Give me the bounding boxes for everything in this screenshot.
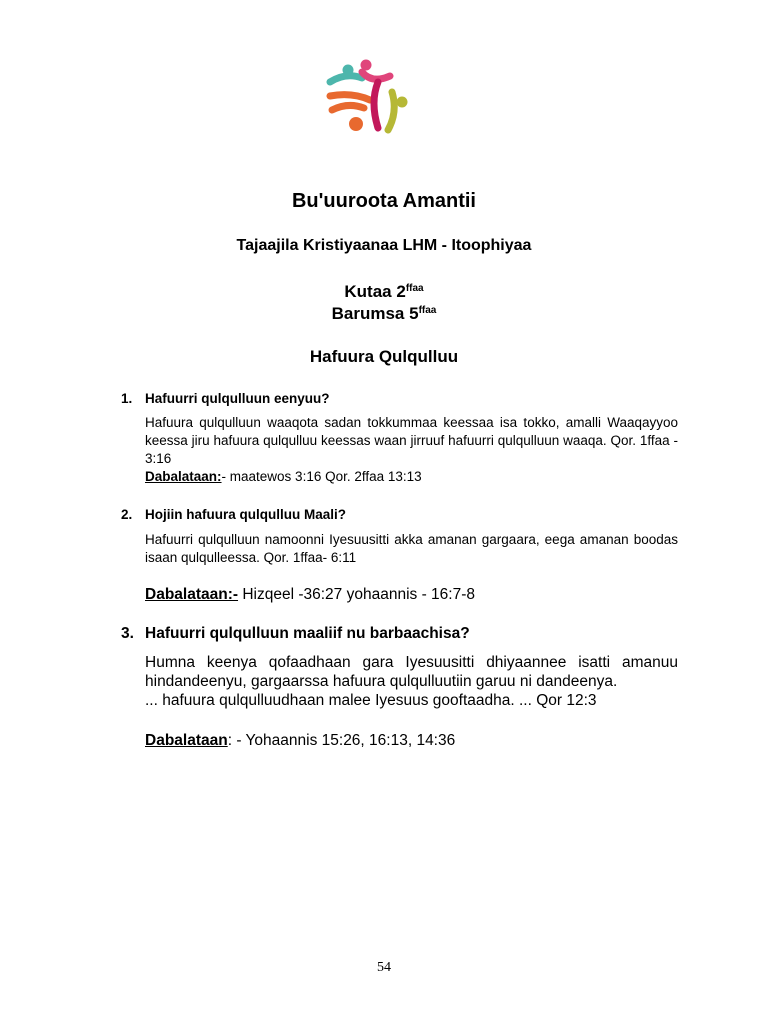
- page-title: Bu'uuroota Amantii: [291, 190, 476, 212]
- reference-text: Hizqeel -36:27 yohaannis - 16:7-8: [238, 586, 475, 603]
- reference-line: [145, 468, 678, 486]
- question-number: 1.: [121, 391, 133, 406]
- question-text: Hojiin hafuura qulqulluu Maali?: [145, 507, 346, 522]
- question-1: [121, 390, 678, 408]
- kutaa-label: Kutaa 2: [344, 282, 406, 301]
- kutaa-line: [0, 281, 768, 303]
- barumsa-line: [0, 303, 768, 325]
- reference-2: [145, 585, 678, 604]
- question-number: 3.: [121, 625, 134, 642]
- page-subtitle: Tajaajila Kristiyaanaa LHM - Itoophiyaa: [236, 237, 532, 254]
- answer-text: Hafuura qulqulluun waaqota sadan tokkummaa keessaa isa tokko, amalli Waaqayyoo keessa jiru hafuura qulqulluu keessas waan jirruuf hafuurri qulqulluun waaqa. Qor. 1ffaa - 3:16: [145, 415, 678, 466]
- reference-label: Dabalataan:-: [145, 586, 239, 603]
- barumsa-sup: ffaa: [418, 305, 437, 316]
- section-title: Hafuura Qulqulluu: [309, 347, 459, 366]
- lesson-info: [0, 281, 768, 325]
- answer-2: [145, 531, 678, 567]
- reference-label: Dabalataan: [145, 732, 228, 749]
- answer-3: [145, 653, 678, 710]
- question-2: [121, 506, 678, 524]
- barumsa-label: Barumsa 5: [331, 304, 419, 323]
- page-number: 54: [377, 960, 391, 975]
- reference-3: [145, 731, 678, 750]
- logo-icon: [326, 58, 412, 136]
- answer-text-line2: ... hafuura qulqulluudhaan malee Iyesuus gooftaadha. ... Qor 12:3: [145, 692, 597, 709]
- question-text: Hafuurri qulqulluun eenyuu?: [145, 391, 330, 406]
- reference-text: - maatewos 3:16 Qor. 2ffaa 13:13: [221, 469, 422, 484]
- answer-text: Humna keenya qofaadhaan gara Iyesuusitti dhiyaannee isatti amanuu hindandeenyu, gargaarssa hafuura qulqulluutiin garuu ni dandeenya.: [145, 654, 678, 690]
- reference-label: Dabalataan:: [145, 469, 222, 484]
- reference-text: : - Yohaannis 15:26, 16:13, 14:36: [227, 732, 456, 749]
- question-3: [121, 624, 678, 643]
- kutaa-sup: ffaa: [405, 283, 424, 294]
- answer-text: Hafuurri qulqulluun namoonni Iyesuusitti akka amanan gargaara, eega amanan boodas isaan qulqulleessa. Qor. 1ffaa- 6:11: [145, 532, 678, 565]
- question-number: 2.: [121, 507, 133, 522]
- answer-1: [145, 414, 678, 486]
- question-text: Hafuurri qulqulluun maaliif nu barbaachisa?: [145, 625, 470, 642]
